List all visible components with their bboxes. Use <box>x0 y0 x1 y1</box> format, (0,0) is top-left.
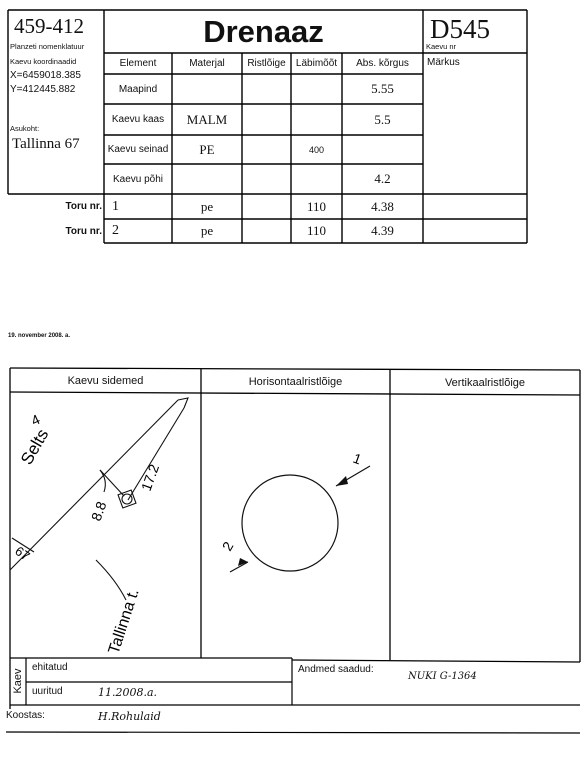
col-header-labimoot: Läbimõõt <box>295 58 338 69</box>
data-source-value: NUKI G-1364 <box>408 671 477 682</box>
col-header-ristloige: Ristlõige <box>247 58 286 69</box>
col-header-element: Element <box>119 58 157 69</box>
y-coordinate: Y=412445.882 <box>10 84 76 95</box>
row-element: Kaevu seinad <box>107 144 169 155</box>
author-label: Koostas: <box>6 710 45 721</box>
distance-b: 8.8 <box>87 499 110 524</box>
pipe-korgus: 4.38 <box>371 198 394 214</box>
panel-title-horisontaal: Horisontaalristlõige <box>248 376 343 388</box>
selts-label: Selts <box>17 425 53 468</box>
well-id: D545 <box>430 14 490 44</box>
pipe-number: 1 <box>112 198 119 214</box>
row-labimoot: 400 <box>308 144 325 155</box>
inspected-label: uuritud <box>32 686 63 697</box>
row-element: Kaevu põhi <box>112 173 164 185</box>
pipe-materjal: pe <box>200 198 214 214</box>
col-header-markus: Märkus <box>427 57 460 68</box>
pipe-2-marker: 2 <box>218 538 237 554</box>
pipe-labimoot: 110 <box>306 223 327 238</box>
date-line: 19. november 2008. a. <box>8 333 71 339</box>
pipe-number: 2 <box>112 223 119 238</box>
page-title: Drenaaz <box>203 13 324 49</box>
distance-a: 17.2 <box>137 461 163 494</box>
panel-title-sidemed: Kaevu sidemed <box>67 375 144 387</box>
pipe-1-marker: 1 <box>350 449 364 468</box>
location-caption: Asukoht: <box>10 124 40 133</box>
panel-title-vertikaal: Vertikaalristlõige <box>444 377 526 389</box>
data-source-label: Andmed saadud: <box>298 664 374 675</box>
row-element: Maapind <box>118 83 158 95</box>
x-coordinate: X=6459018.385 <box>10 70 81 81</box>
pipe-materjal: pe <box>200 223 214 238</box>
footer-side-label: Kaev <box>12 668 24 694</box>
selts-number: 4 <box>28 410 43 429</box>
pipe-labimoot: 110 <box>306 198 327 214</box>
col-header-korgus: Abs. kõrgus <box>356 58 409 69</box>
pipe-label: Toru nr. <box>65 201 102 212</box>
row-element: Kaevu kaas <box>111 114 165 125</box>
pipe-korgus: 4.39 <box>371 223 394 238</box>
row-korgus: 5.55 <box>371 81 394 96</box>
built-label: ehitatud <box>32 662 68 673</box>
well-caption: Kaevu nr <box>426 42 457 51</box>
street-label: Tallinna t. <box>105 586 143 657</box>
coords-caption: Kaevu koordinaadid <box>10 57 77 66</box>
row-materjal: MALM <box>186 111 228 127</box>
sheet-number: 459-412 <box>14 14 84 38</box>
pipe-label: Toru nr. <box>65 225 102 237</box>
row-materjal: PE <box>199 141 215 157</box>
col-header-materjal: Materjal <box>189 58 225 69</box>
inspected-value: 11.2008.a. <box>98 686 158 699</box>
row-korgus: 5.5 <box>374 111 391 127</box>
distance-c: 67 <box>12 543 33 564</box>
location-value: Tallinna 67 <box>12 136 80 152</box>
author-value: H.Rohulaid <box>98 710 161 723</box>
sheet-caption: Planzeti nomenklatuur <box>10 42 85 51</box>
row-korgus: 4.2 <box>374 171 391 186</box>
